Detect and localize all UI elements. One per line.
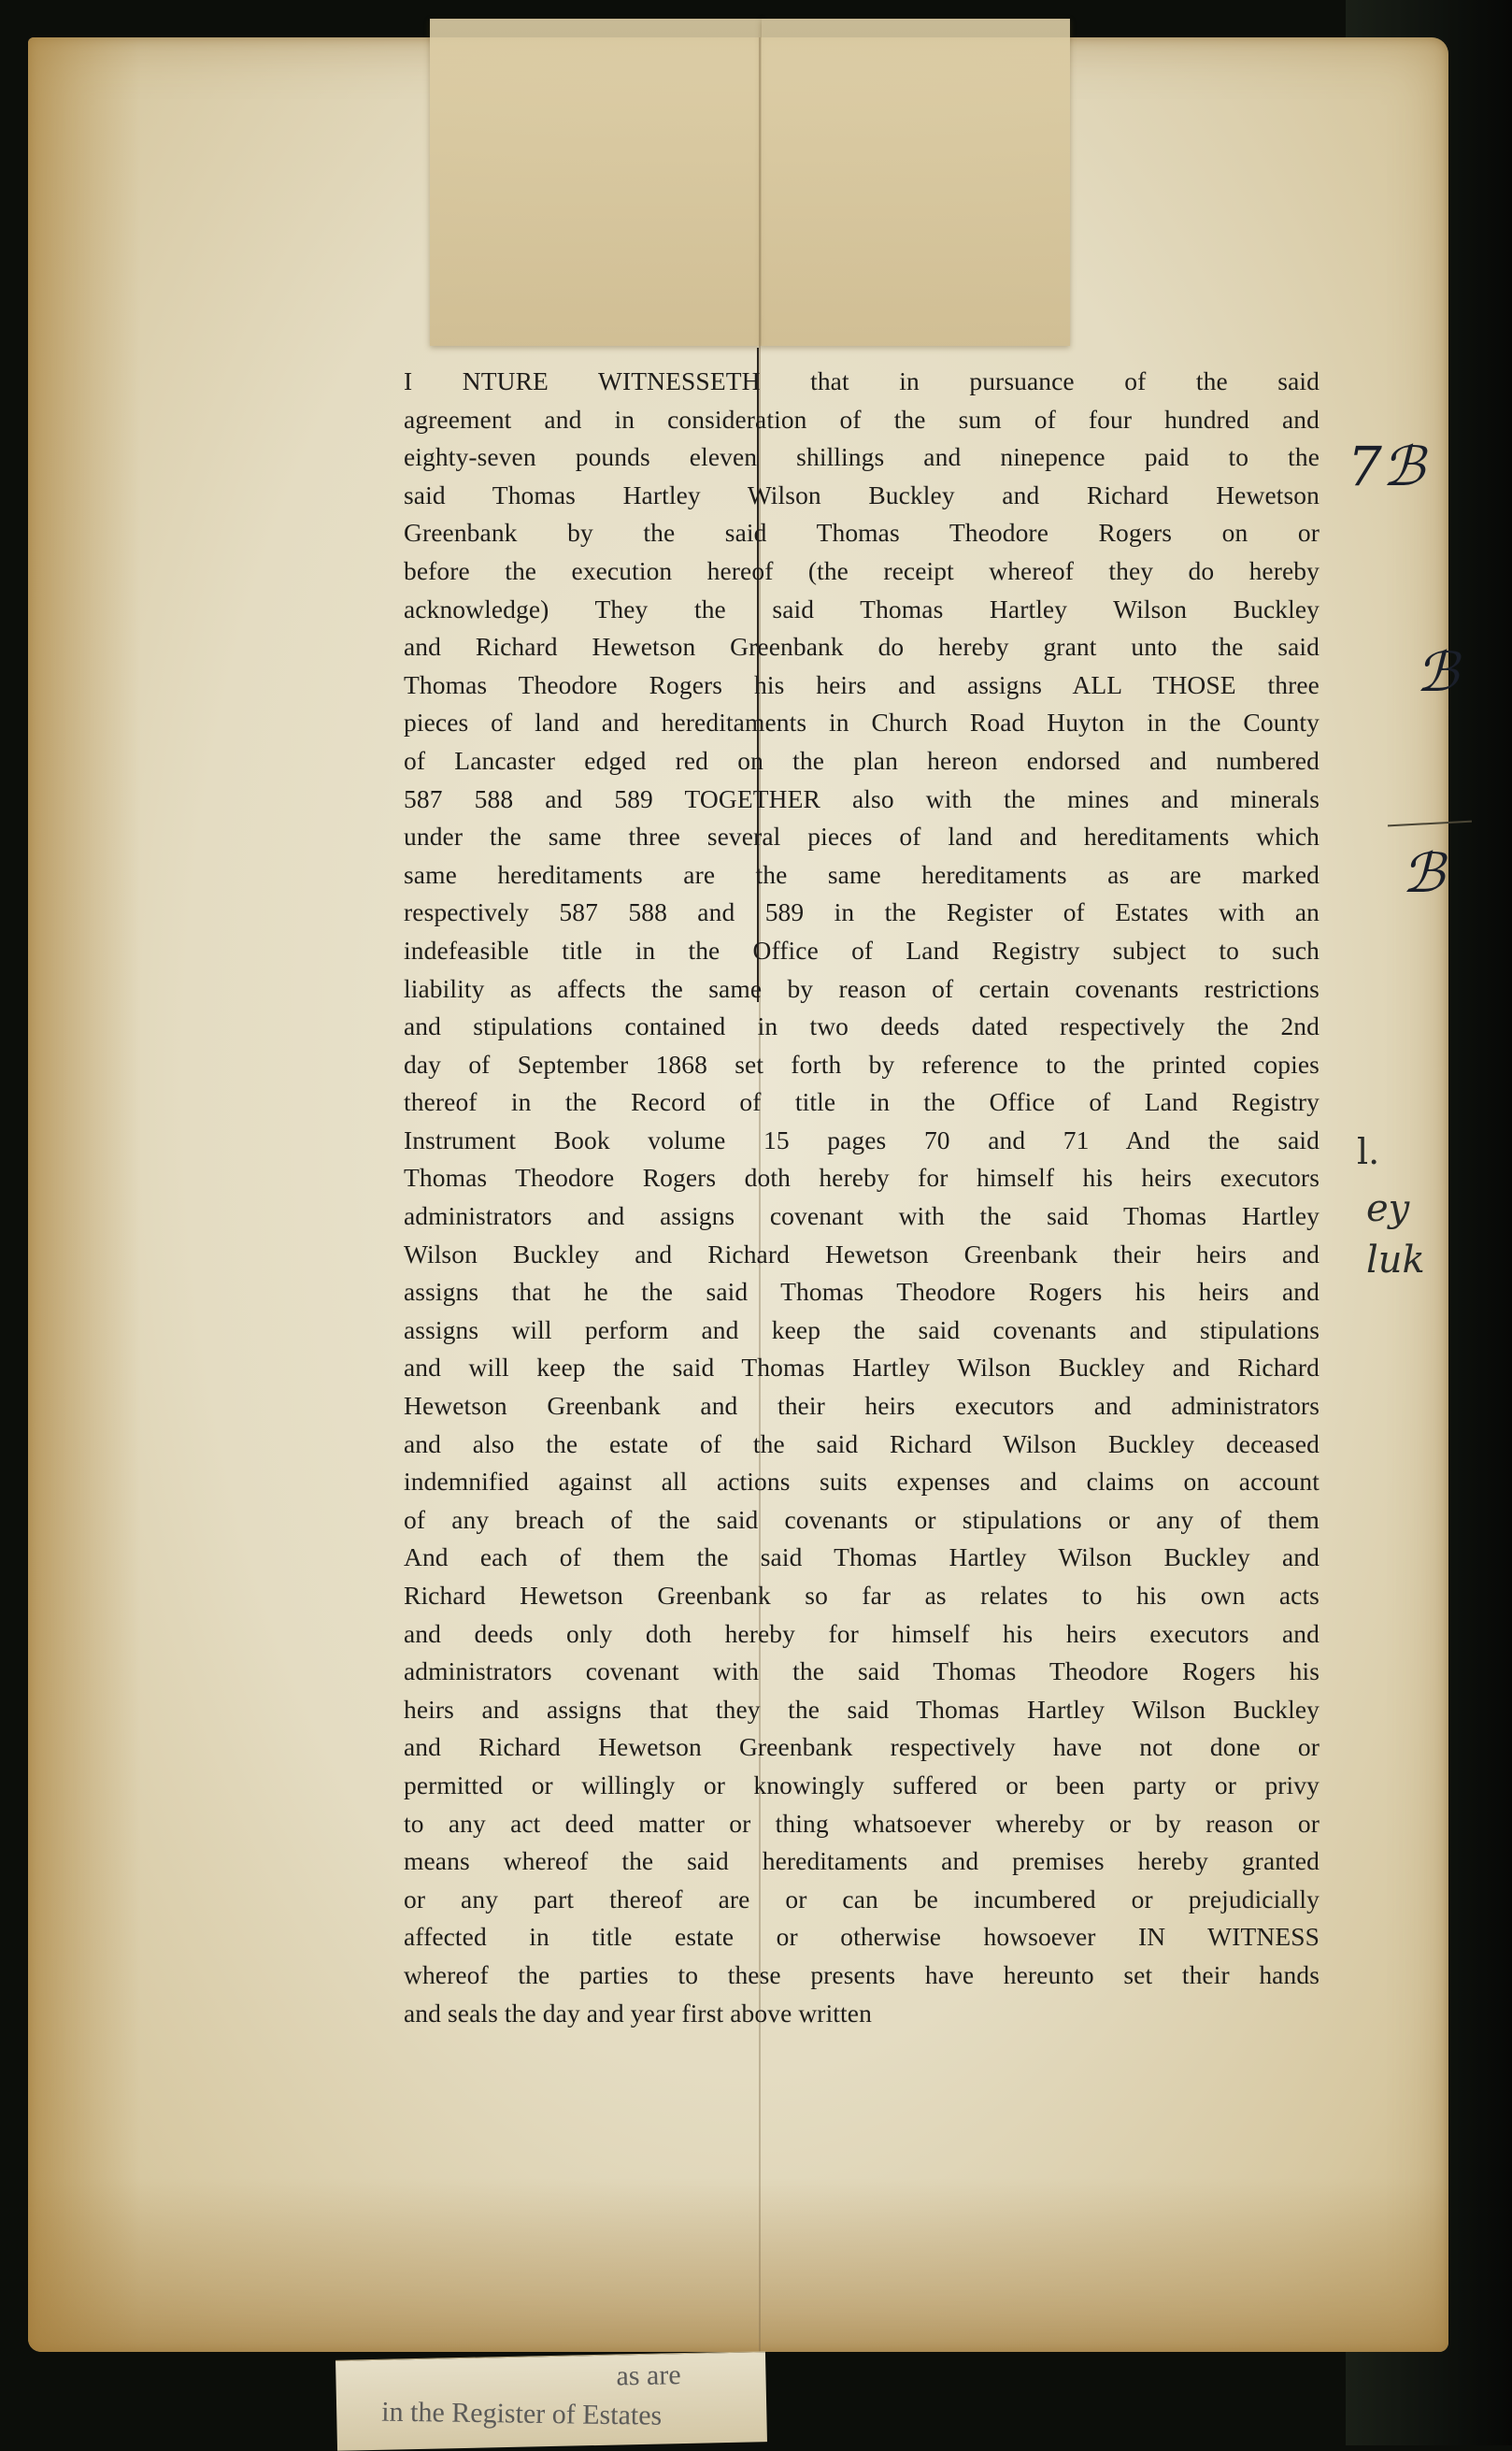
text-line: and seals the day and year first above written <box>404 1998 872 2028</box>
text-line: eighty-seven pounds eleven shillings and ninepence paid to the <box>404 442 1319 472</box>
tape-patch-left <box>430 19 762 346</box>
text-line: Thomas Theodore Rogers doth hereby for himself his heirs executors <box>404 1163 1319 1193</box>
text-line: agreement and in consideration of the sum of four hundred and <box>404 404 1319 434</box>
margin-mark-luk: luk <box>1366 1239 1425 1282</box>
text-line: thereof in the Record of title in the Office of Land Registry <box>404 1087 1319 1117</box>
text-line: of Lancaster edged red on the plan hereon endorsed and numbered <box>404 745 1319 775</box>
page-stain-bottom <box>28 2178 1448 2352</box>
margin-mark-l: l. <box>1357 1131 1380 1172</box>
text-line: Hewetson Greenbank and their heirs executors and administrators <box>404 1391 1319 1421</box>
text-line: administrators and assigns covenant with the said Thomas Hartley <box>404 1201 1319 1231</box>
text-line: and will keep the said Thomas Hartley Wilson Buckley and Richard <box>404 1353 1319 1383</box>
text-line: and Richard Hewetson Greenbank do hereby grant unto the said <box>404 632 1319 662</box>
text-line: means whereof the said hereditaments and premises hereby granted <box>404 1846 1319 1876</box>
page-stain-left <box>28 37 140 2352</box>
text-line: or any part thereof are or can be incumbered or prejudicially <box>404 1884 1319 1914</box>
text-line: same hereditaments are the same hereditaments as are marked <box>404 859 1319 889</box>
text-line: 587 588 and 589 TOGETHER also with the mines and minerals <box>404 783 1319 813</box>
text-line: before the execution hereof (the receipt whereof they do hereby <box>404 555 1319 585</box>
margin-annotation-1: 7ℬ <box>1348 435 1425 498</box>
text-line: pieces of land and hereditaments in Church Road Huyton in the County <box>404 708 1319 738</box>
text-line: Instrument Book volume 15 pages 70 and 71 And the said <box>404 1125 1319 1154</box>
text-line: and Richard Hewetson Greenbank respectively have not done or <box>404 1732 1319 1762</box>
text-line: affected in title estate or otherwise howsoever IN WITNESS <box>404 1922 1319 1952</box>
text-line: assigns that he the said Thomas Theodore Rogers his heirs and <box>404 1277 1319 1307</box>
text-line: respectively 587 588 and 589 in the Register of Estates with an <box>404 897 1319 927</box>
underlying-text-line: in the Register of Estates <box>381 2396 663 2431</box>
margin-annotation-2: ℬ <box>1416 640 1459 704</box>
underlying-page-strip <box>335 2351 767 2451</box>
text-line: Greenbank by the said Thomas Theodore Rogers on or <box>404 518 1319 548</box>
text-line: administrators covenant with the said Thomas Theodore Rogers his <box>404 1656 1319 1686</box>
text-line: whereof the parties to these presents have hereunto set their hands <box>404 1959 1319 1989</box>
text-line: permitted or willingly or knowingly suffered or been party or privy <box>404 1770 1319 1799</box>
text-line: indemnified against all actions suits expenses and claims on account <box>404 1467 1319 1497</box>
text-line: heirs and assigns that they the said Thomas Hartley Wilson Buckley <box>404 1694 1319 1724</box>
text-line: assigns will perform and keep the said covenants and stipulations <box>404 1314 1319 1344</box>
text-line: and stipulations contained in two deeds dated respectively the 2nd <box>404 1011 1319 1041</box>
text-line: Richard Hewetson Greenbank so far as relates to his own acts <box>404 1581 1319 1610</box>
text-line: and deeds only doth hereby for himself his heirs executors and <box>404 1618 1319 1648</box>
text-line: of any breach of the said covenants or stipulations or any of them <box>404 1504 1319 1534</box>
text-line: And each of them the said Thomas Hartley Wilson Buckley and <box>404 1542 1319 1572</box>
margin-annotation-3: ℬ <box>1402 841 1445 905</box>
text-line: indefeasible title in the Office of Land Registry subject to such <box>404 935 1319 965</box>
text-line: under the same three several pieces of land and hereditaments which <box>404 822 1319 852</box>
text-line: Thomas Theodore Rogers his heirs and assigns ALL THOSE three <box>404 669 1319 699</box>
text-line: and also the estate of the said Richard Wilson Buckley deceased <box>404 1428 1319 1458</box>
tape-patch-right <box>762 19 1070 346</box>
text-line: day of September 1868 set forth by reference to the printed copies <box>404 1049 1319 1079</box>
text-line: to any act deed matter or thing whatsoever whereby or by reason or <box>404 1808 1319 1838</box>
underlying-text-line: as are <box>616 2359 681 2392</box>
indenture-text <box>404 363 1319 2032</box>
margin-mark-ey: ey <box>1366 1187 1410 1230</box>
text-line: acknowledge) They the said Thomas Hartley Wilson Buckley <box>404 594 1319 624</box>
text-line: I NTURE WITNESSETH that in pursuance of the said <box>404 366 1319 395</box>
text-line: said Thomas Hartley Wilson Buckley and Richard Hewetson <box>404 480 1319 509</box>
text-line: Wilson Buckley and Richard Hewetson Greenbank their heirs and <box>404 1239 1319 1268</box>
text-line: liability as affects the same by reason of certain covenants restrictions <box>404 973 1319 1003</box>
